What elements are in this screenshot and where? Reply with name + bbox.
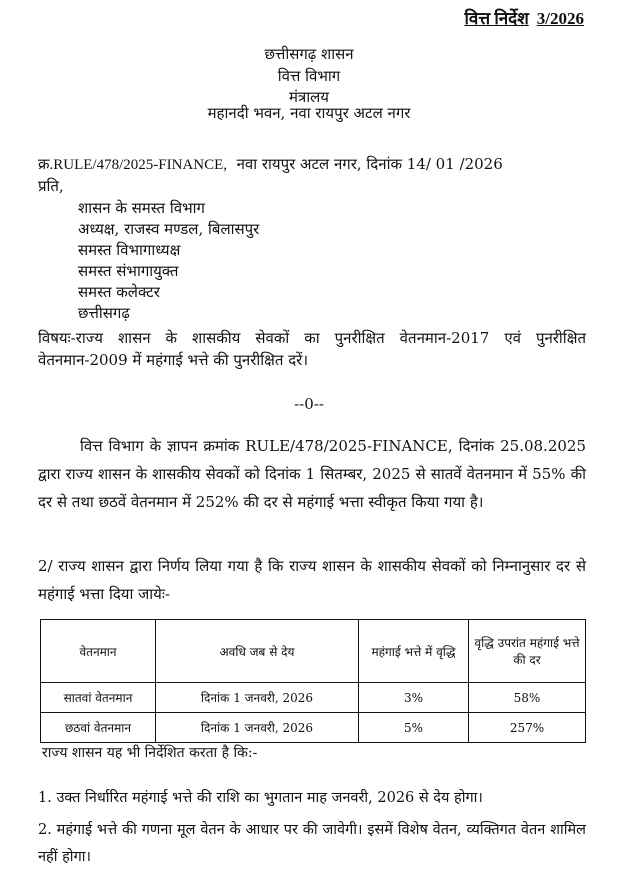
table-row [41,683,586,713]
paragraph-1-text: वित्त विभाग के ज्ञापन क्रमांक RULE/478/2025-FINANCE, दिनांक 25.08.2025 द्वारा राज्य शासन के शासकीय सेवकों को दिनांक 1 सितम्बर, 2025 से सातवें वेतनमान में 55% की दर से तथा छठवें वेतनमान में 252% की दर से महंगाई भत्ता स्वीकृत किया गया है। [38,437,586,511]
order-reference [464,6,584,29]
recipient-item: शासन के समस्त विभाग [78,199,205,217]
table-row [41,713,586,743]
table-cell: दिनांक 1 जनवरी, 2026 [156,683,359,713]
recipient-item: छत्तीसगढ़ [78,304,130,322]
table-cell: छठवां वेतनमान [41,713,156,743]
table-header-row [41,620,586,683]
table-header: अवधि जब से देय [156,620,359,683]
table-cell: सातवां वेतनमान [41,683,156,713]
table-cell: 5% [359,713,469,743]
to-label: प्रति, [38,177,64,195]
letter-place-date: नवा रायपुर अटल नगर, दिनांक 14/ 01 /2026 [236,155,503,173]
recipient-item: समस्त कलेक्टर [78,283,160,301]
office-name: मंत्रालय [288,88,329,106]
table-cell: दिनांक 1 जनवरी, 2026 [156,713,359,743]
table-cell: 257% [469,713,586,743]
subject-line: विषयः-राज्य शासन के शासकीय सेवकों का पुनरीक्षित वेतनमान-2017 एवं पुनरीक्षित वेतनमान-2009 में महंगाई भत्ते की पुनरीक्षित दरें। [38,329,586,369]
table-cell: 3% [359,683,469,713]
separator: --0-- [294,395,324,413]
table-header: वृद्धि उपरांत महंगाई भत्ते की दर [469,620,586,683]
recipient-item: समस्त विभागाध्यक्ष [78,241,181,259]
letter-number-row [38,154,503,174]
paragraph-2: 2/ राज्य शासन द्वारा निर्णय लिया गया है कि राज्य शासन के शासकीय सेवकों को निम्नानुसार दर से महंगाई भत्ता दिया जायेः- [38,557,586,603]
letter-number: क्र.RULE/478/2025-FINANCE, [38,157,228,173]
point-2: 2. महंगाई भत्ते की गणना मूल वेतन के आधार पर की जावेगी। इसमें विशेष वेतन, व्यक्तिगत वेतन शामिल नहीं होगा। [38,822,586,865]
recipient-item: अध्यक्ष, राजस्व मण्डल, बिलासपुर [78,220,260,238]
table-cell: 58% [469,683,586,713]
da-rate-table [40,619,586,743]
table-header: महंगाई भत्ते में वृद्धि [359,620,469,683]
government-name: छत्तीसगढ़ शासन [264,45,354,63]
order-reference-number: 3/2026 [536,9,584,28]
point-1: 1. उक्त निर्धारित महंगाई भत्ते की राशि का भुगतान माह जनवरी, 2026 से देय होगा। [38,790,483,806]
table-header: वेतनमान [41,620,156,683]
after-table-note: राज्य शासन यह भी निर्देशित करता है कि:- [42,745,258,761]
order-reference-label: वित्त निर्देश [464,9,529,28]
office-address: महानदी भवन, नवा रायपुर अटल नगर [207,104,411,122]
paragraph-1 [38,432,586,516]
recipient-item: समस्त संभागायुक्त [78,262,179,280]
recipients-list [78,198,259,324]
department-name: वित्त विभाग [277,67,341,85]
